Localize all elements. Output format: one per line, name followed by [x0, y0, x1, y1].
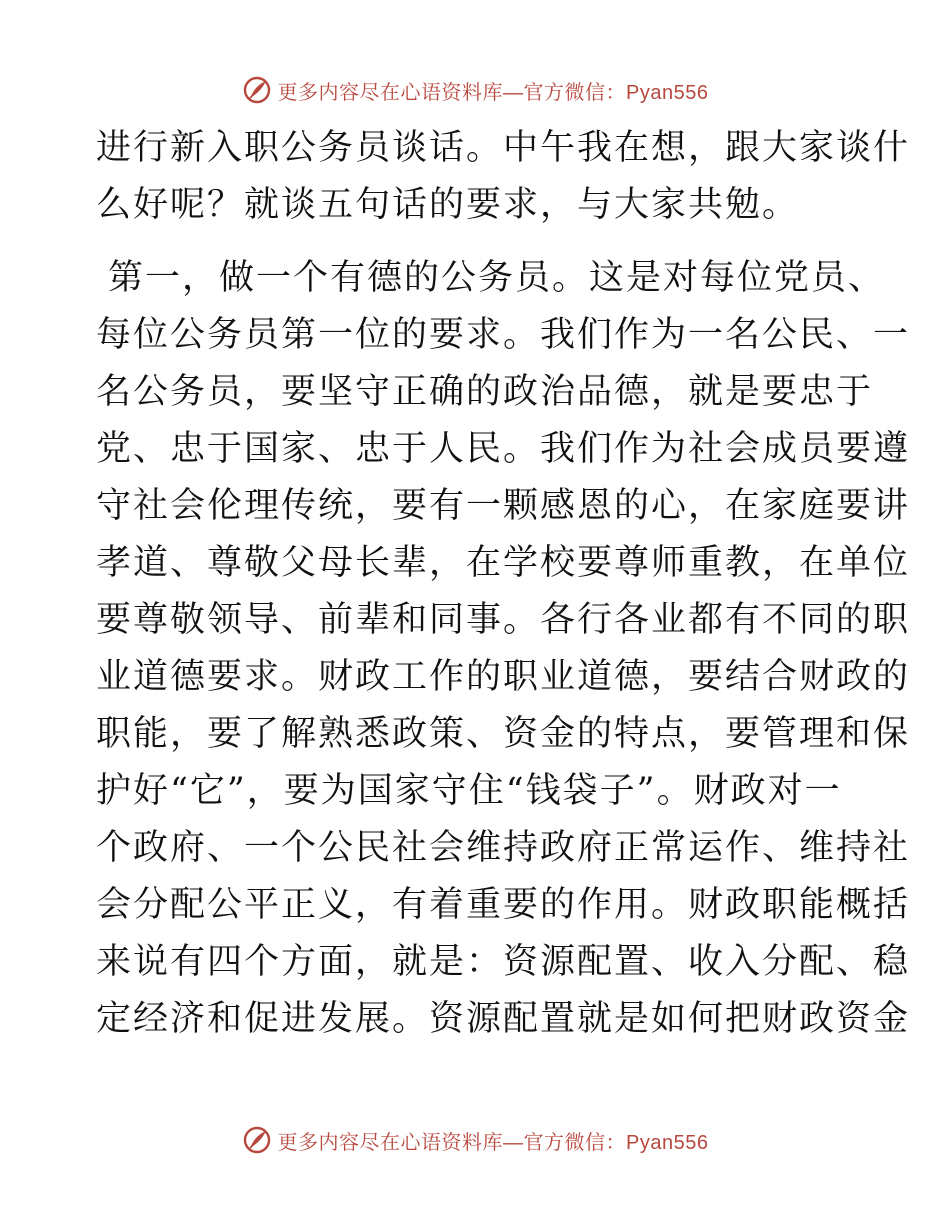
text-line: 会分配公平正义，有着重要的作用。财政职能概括 — [96, 885, 911, 925]
header-watermark — [0, 70, 950, 110]
paragraph — [96, 120, 911, 234]
text-line: 来说有四个方面，就是：资源配置、收入分配、稳 — [96, 942, 911, 982]
text-line: 进行新入职公务员谈话。中午我在想，跟大家谈什 — [96, 128, 911, 168]
text-line: 职能，要了解熟悉政策、资金的特点，要管理和保 — [96, 714, 911, 754]
text-line: 么好呢？就谈五句话的要求，与大家共勉。 — [96, 185, 800, 225]
feather-pen-logo-icon — [242, 1125, 272, 1155]
text-line: 孝道、尊敬父母长辈，在学校要尊师重教，在单位 — [96, 543, 911, 583]
text-line: 定经济和促进发展。资源配置就是如何把财政资金 — [96, 999, 911, 1039]
text-line: 党、忠于国家、忠于人民。我们作为社会成员要遵 — [96, 429, 911, 469]
watermark-text: 更多内容尽在心语资料库—官方微信：Pyan556 — [277, 81, 709, 104]
paragraph — [96, 250, 911, 1048]
text-line: 第一，做一个有德的公务员。这是对每位党员、 — [108, 258, 886, 298]
document-body — [96, 120, 911, 1048]
text-line: 守社会伦理传统，要有一颗感恩的心，在家庭要讲 — [96, 486, 911, 526]
text-line: 每位公务员第一位的要求。我们作为一名公民、一 — [96, 315, 911, 355]
footer-watermark — [0, 1120, 950, 1160]
text-line: 业道德要求。财政工作的职业道德，要结合财政的 — [96, 657, 911, 697]
feather-pen-logo-icon — [242, 75, 272, 105]
watermark-text: 更多内容尽在心语资料库—官方微信：Pyan556 — [277, 1131, 709, 1154]
text-line: 个政府、一个公民社会维持政府正常运作、维持社 — [96, 828, 911, 868]
text-line: 名公务员，要坚守正确的政治品德，就是要忠于 — [96, 372, 874, 412]
text-line: 要尊敬领导、前辈和同事。各行各业都有不同的职 — [96, 600, 911, 640]
text-line: 护好“它”，要为国家守住“钱袋子”。财政对一 — [96, 771, 842, 811]
